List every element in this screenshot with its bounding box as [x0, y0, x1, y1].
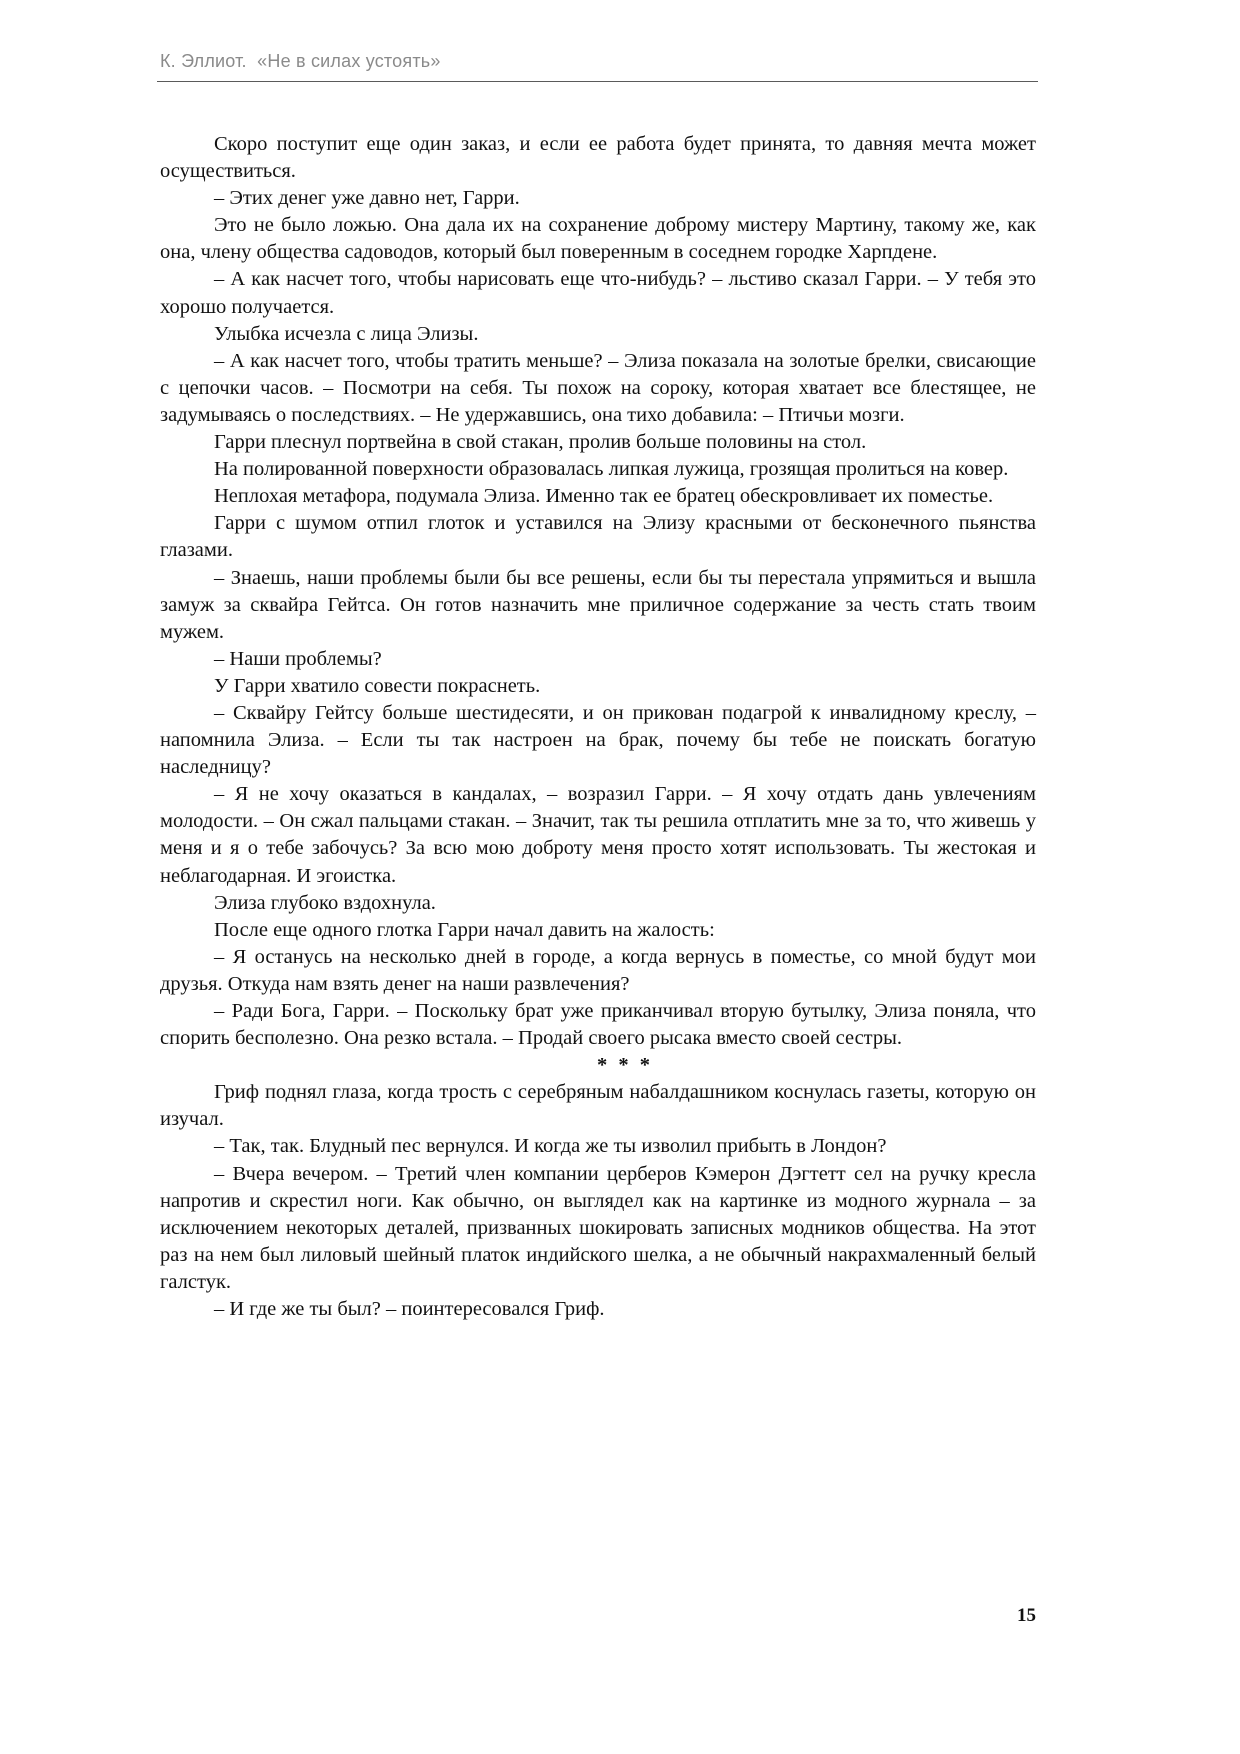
paragraph: – А как насчет того, чтобы тратить меньше? – Элиза показала на золотые брелки, свисающие с цепочки часов. – Посмотри на себя. Ты похож на сороку, которая хватает все блестящее, не задумываясь о последствиях. – Не удержавшись, она тихо добавила: – Птичьи мозги.: [160, 349, 1036, 426]
section-separator: * * *: [597, 1054, 653, 1077]
header-rule: [157, 81, 1038, 82]
paragraph: После еще одного глотка Гарри начал давить на жалость:: [214, 918, 715, 941]
header-title: «Не в силах устоять»: [257, 51, 441, 71]
paragraph: – И где же ты был? – поинтересовался Гриф.: [214, 1298, 605, 1321]
paragraph: – Знаешь, наши проблемы были бы все решены, если бы ты перестала упрямиться и вышла замуж за сквайра Гейтса. Он готов назначить мне приличное содержание за честь стать твоим мужем.: [160, 566, 1036, 643]
paragraph: Неплохая метафора, подумала Элиза. Именно так ее братец обескровливает их поместье.: [214, 485, 994, 508]
paragraph: – Наши проблемы?: [214, 647, 382, 670]
paragraph: У Гарри хватило совести покраснеть.: [214, 674, 541, 697]
paragraph: Улыбка исчезла с лица Элизы.: [214, 322, 479, 345]
paragraph: На полированной поверхности образовалась липкая лужица, грозящая пролиться на ковер.: [214, 458, 1009, 481]
paragraph: – Сквайру Гейтсу больше шестидесяти, и он прикован подагрой к инвалидному креслу, – напомнила Элиза. – Если ты так настроен на брак, почему бы тебе не поискать богатую наследницу?: [160, 701, 1036, 779]
body-text: [160, 131, 1036, 1323]
page-number: 15: [1017, 1605, 1036, 1626]
paragraph: Гарри плеснул портвейна в свой стакан, пролив больше половины на стол.: [214, 431, 867, 454]
paragraph: – Ради Бога, Гарри. – Поскольку брат уже приканчивал вторую бутылку, Элиза поняла, что спорить бесполезно. Она резко встала. – Продай своего рысака вместо своей сестры.: [160, 1000, 1036, 1050]
paragraph: Гарри с шумом отпил глоток и уставился на Элизу красными от бесконечного пьянства глазами.: [160, 512, 1036, 562]
paragraph: – Этих денег уже давно нет, Гарри.: [214, 187, 520, 210]
paragraph: Это не было ложью. Она дала их на сохранение доброму мистеру Мартину, такому же, как она, члену общества садоводов, который был поверенным в соседнем городке Харпдене.: [160, 214, 1036, 264]
paragraph: – Я не хочу оказаться в кандалах, – возразил Гарри. – Я хочу отдать дань увлечениям молодости. – Он сжал пальцами стакан. – Значит, так ты решила отплатить мне за то, что живешь у меня и я о тебе забочусь? За всю мою доброту меня просто хотят использовать. Ты жестокая и неблагодарная. И эгоистка.: [160, 783, 1036, 887]
paragraph: – Я останусь на несколько дней в городе, а когда вернусь в поместье, со мной будут мои друзья. Откуда нам взять денег на наши развлечения?: [160, 945, 1036, 995]
header-author: К. Эллиот.: [160, 51, 247, 71]
running-header: [160, 51, 1036, 72]
paragraph: Элиза глубоко вздохнула.: [214, 891, 436, 914]
paragraph: – Так, так. Блудный пес вернулся. И когда же ты изволил прибыть в Лондон?: [214, 1135, 887, 1158]
paragraph: Скоро поступит еще один заказ, и если ее работа будет принята, то давняя мечта может осуществиться.: [160, 133, 1036, 183]
paragraph: – А как насчет того, чтобы нарисовать еще что-нибудь? – льстиво сказал Гарри. – У тебя это хорошо получается.: [160, 268, 1036, 318]
paragraph: Гриф поднял глаза, когда трость с серебряным набалдашником коснулась газеты, которую он изучал.: [160, 1081, 1036, 1131]
paragraph: – Вчера вечером. – Третий член компании церберов Кэмерон Дэгтетт сел на ручку кресла напротив и скрестил ноги. Как обычно, он выглядел как на картинке из модного журнала – за исключением некоторых деталей, призванных шокировать записных модников общества. На этот раз на нем был лиловый шейный платок индийского шелка, а не обычный накрахмаленный белый галстук.: [160, 1162, 1036, 1293]
